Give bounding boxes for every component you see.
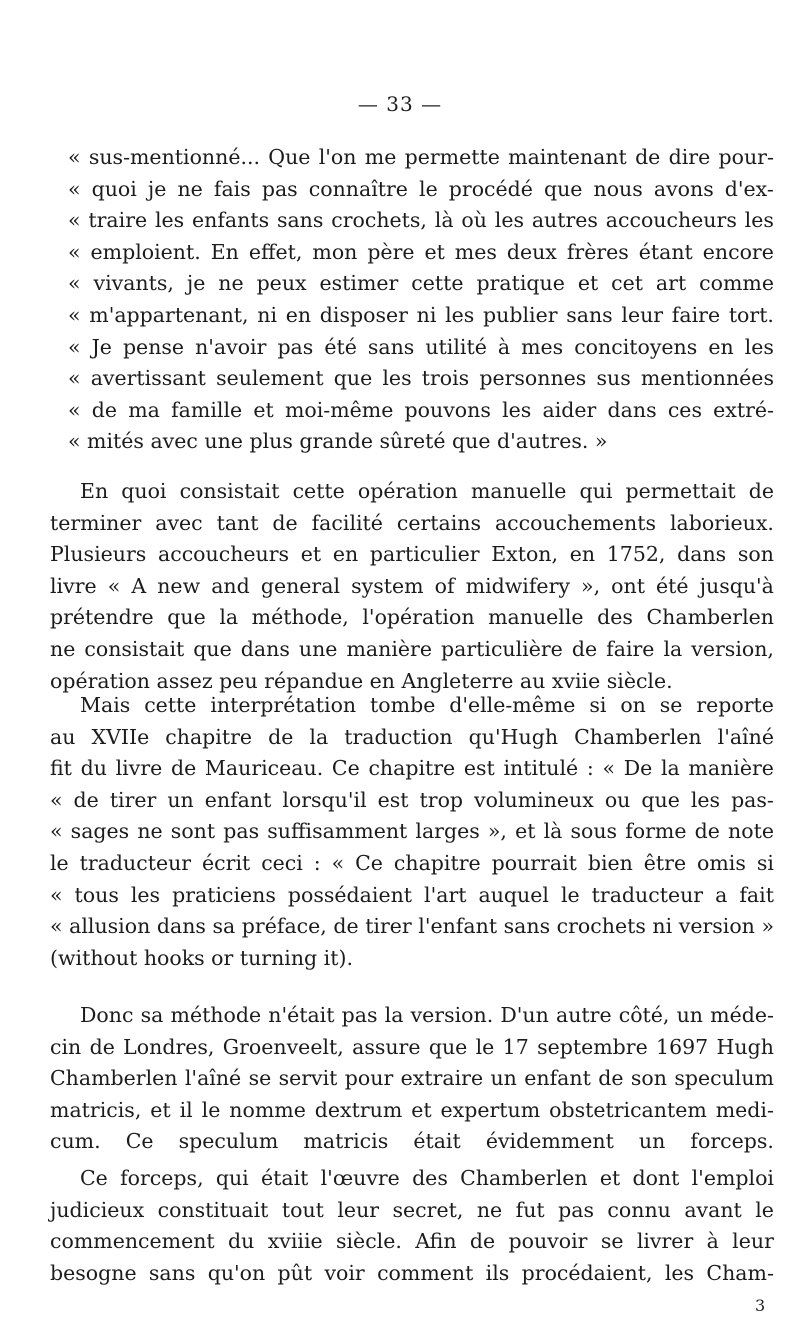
text-line: Ce forceps, qui était l'œuvre des Chamberlen et dont l'emploi xyxy=(80,1166,774,1190)
text-line: judicieux constituait tout leur secret, ne fut pas connu avant le xyxy=(50,1197,774,1222)
text-line: prétendre que la méthode, l'opération manuelle des Chamberlen xyxy=(50,605,774,630)
text-line: « sus-mentionné... Que l'on me permette maintenant de dire pour- xyxy=(68,145,774,169)
text-line: « de tirer un enfant lorsqu'il est trop volumineux ou que les pas- xyxy=(50,787,774,812)
text-line: « avertissant seulement que les trois personnes sus mentionnées xyxy=(68,366,774,391)
text-line: (without hooks or turning it). xyxy=(50,945,353,970)
text-line: Donc sa méthode n'était pas la version. D'un autre côté, un méde- xyxy=(80,1003,774,1027)
text-line: opération assez peu répandue en Angleterre au xviie siècle. xyxy=(50,668,673,693)
signature-mark: 3 xyxy=(755,1296,766,1315)
text-line: terminer avec tant de facilité certains accouchements laborieux. xyxy=(50,510,774,535)
text-line: le traducteur écrit ceci : « Ce chapitre pourrait bien être omis si xyxy=(50,850,774,875)
text-line: « traire les enfants sans crochets, là où les autres accoucheurs les xyxy=(68,208,774,233)
paragraph-4 xyxy=(50,1163,774,1289)
text-line: « vivants, je ne peux estimer cette pratique et cet art comme xyxy=(68,271,774,296)
text-line: fit du livre de Mauriceau. Ce chapitre est intitulé : « De la manière xyxy=(50,756,774,781)
text-line: commencement du xviiie siècle. Afin de pouvoir se livrer à leur xyxy=(50,1229,774,1254)
text-line: cum. Ce speculum matricis était évidemment un forceps. xyxy=(50,1129,774,1154)
text-line: au XVIIe chapitre de la traduction qu'Hugh Chamberlen l'aîné xyxy=(50,724,774,749)
page-number: — 33 — xyxy=(357,92,443,116)
text-line: En quoi consistait cette opération manuelle qui permettait de xyxy=(80,479,774,503)
text-line: cin de Londres, Groenveelt, assure que le 17 septembre 1697 Hugh xyxy=(50,1034,774,1059)
paragraph-1 xyxy=(50,476,774,697)
text-line: matricis, et il le nomme dextrum et expertum obstetricantem medi- xyxy=(50,1097,774,1122)
text-line: ne consistait que dans une manière particulière de faire la version, xyxy=(50,636,774,661)
text-line: « allusion dans sa préface, de tirer l'enfant sans crochets ni version » xyxy=(50,914,774,939)
text-line: livre « A new and general system of midwifery », ont été jusqu'à xyxy=(50,573,774,598)
paragraph-3 xyxy=(50,1000,774,1158)
text-line: besogne sans qu'on pût voir comment ils procédaient, les Cham- xyxy=(50,1260,774,1285)
text-line: « sages ne sont pas suffisamment larges », et là sous forme de note xyxy=(50,819,774,844)
paragraph-2 xyxy=(50,690,774,974)
text-line: « mités avec une plus grande sûreté que d'autres. » xyxy=(68,429,608,454)
text-line: « emploient. En effet, mon père et mes deux frères étant encore xyxy=(68,239,774,264)
text-line: Plusieurs accoucheurs et en particulier Exton, en 1752, dans son xyxy=(50,542,774,567)
text-line: Chamberlen l'aîné se servit pour extraire un enfant de son speculum xyxy=(50,1066,774,1091)
text-line: « Je pense n'avoir pas été sans utilité à mes concitoyens en les xyxy=(68,334,774,359)
text-line: Mais cette interprétation tombe d'elle-même si on se reporte xyxy=(80,693,774,717)
text-line: « quoi je ne fais pas connaître le procédé que nous avons d'ex- xyxy=(68,176,774,201)
text-line: « tous les praticiens possédaient l'art auquel le traducteur a fait xyxy=(50,882,774,907)
quoted-passage xyxy=(50,142,774,458)
text-line: « m'appartenant, ni en disposer ni les publier sans leur faire tort. xyxy=(68,302,774,327)
text-line: « de ma famille et moi-même pouvons les aider dans ces extré- xyxy=(68,397,774,422)
